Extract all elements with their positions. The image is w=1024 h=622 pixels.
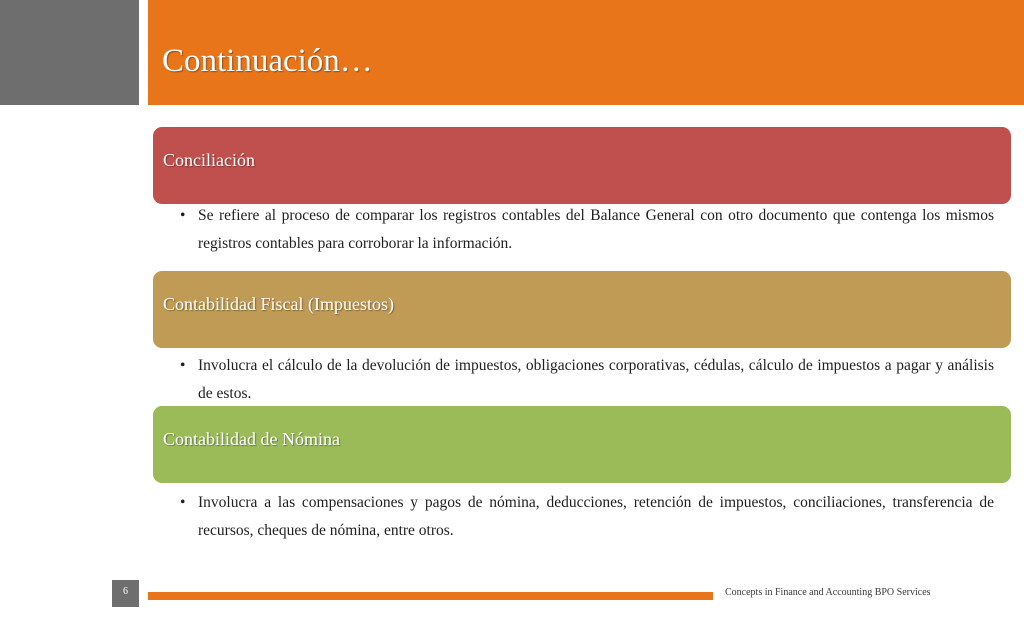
bullet-dot-icon: • bbox=[180, 357, 186, 374]
bullet-contabilidad-nomina bbox=[180, 489, 994, 545]
bullet-conciliacion bbox=[180, 202, 994, 258]
header-gray-block bbox=[0, 0, 139, 105]
bullet-dot-icon: • bbox=[180, 207, 186, 224]
page-number: 6 bbox=[112, 580, 139, 607]
section-header-conciliacion: Conciliación bbox=[153, 127, 1011, 204]
bullet-text-conciliacion: Se refiere al proceso de comparar los registros contables del Balance General con otro documento que contenga los mismos registros contables para corroborar la información. bbox=[198, 207, 994, 252]
bullet-contabilidad-fiscal bbox=[180, 352, 994, 408]
footer-text: Concepts in Finance and Accounting BPO Services bbox=[725, 587, 931, 598]
section-header-contabilidad-fiscal: Contabilidad Fiscal (Impuestos) bbox=[153, 271, 1011, 348]
bullet-text-contabilidad-fiscal: Involucra el cálculo de la devolución de impuestos, obligaciones corporativas, cédulas, cálculo de impuestos a pagar y análisis de estos. bbox=[198, 357, 994, 402]
slide-title: Continuación… bbox=[162, 43, 373, 79]
footer-bar bbox=[148, 592, 713, 600]
section-header-contabilidad-nomina: Contabilidad de Nómina bbox=[153, 406, 1011, 483]
bullet-text-contabilidad-nomina: Involucra a las compensaciones y pagos de nómina, deducciones, retención de impuestos, conciliaciones, transferencia de recursos, cheques de nómina, entre otros. bbox=[198, 494, 994, 539]
bullet-dot-icon: • bbox=[180, 494, 186, 511]
